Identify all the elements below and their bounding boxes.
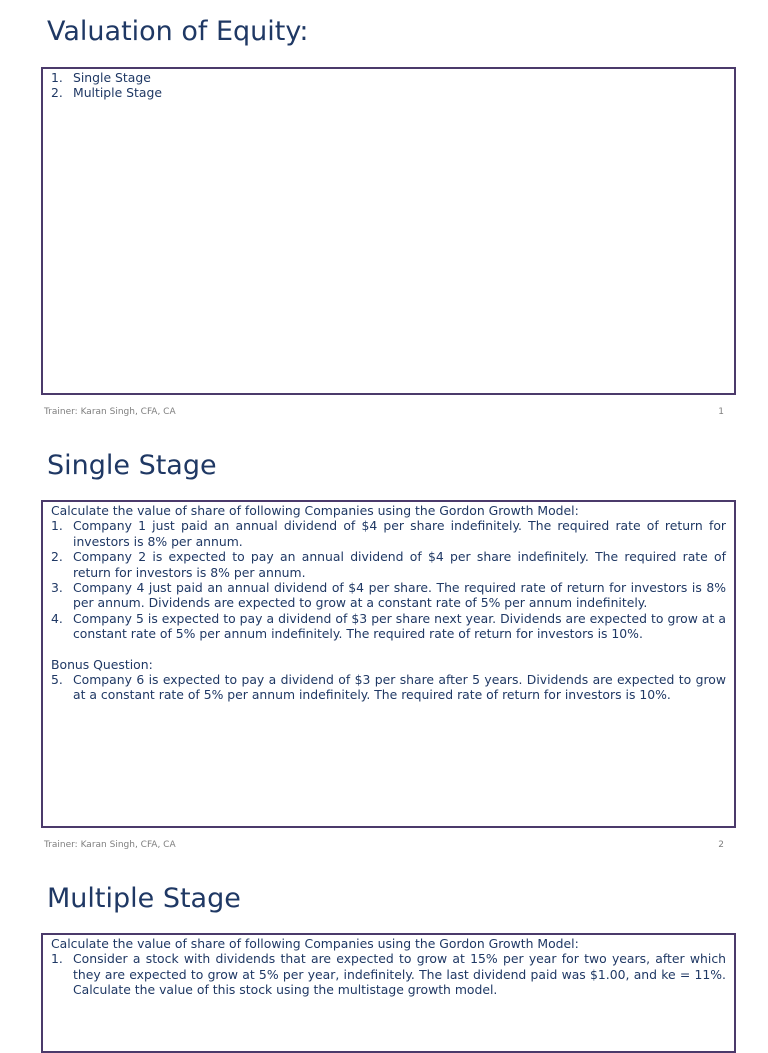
- list-item: [51, 549, 726, 580]
- list-number: 4.: [51, 610, 63, 626]
- item-list: [51, 70, 726, 101]
- list-item: [51, 70, 726, 85]
- intro-text: Calculate the value of share of following Companies using the Gordon Growth Model:: [51, 936, 579, 951]
- list-number: 1.: [51, 70, 63, 85]
- bonus-label: Bonus Question:: [51, 656, 153, 672]
- spacer: [51, 642, 726, 657]
- list-number: 5.: [51, 672, 63, 688]
- footer-trainer: Trainer: Karan Singh, CFA, CA: [44, 840, 176, 850]
- list-item-text: Company 5 is expected to pay a dividend of $3 per share next year. Dividends are expected to grow at a constant rate of 5% per annum indefinitely. The required rate of return for investors is 10%.: [73, 610, 726, 642]
- question-list: [51, 951, 726, 997]
- slide-title: Single Stage: [47, 450, 217, 481]
- content-box: [41, 67, 736, 395]
- list-number: 2.: [51, 85, 63, 101]
- slide-title: Multiple Stage: [47, 883, 241, 914]
- list-item: [51, 672, 726, 703]
- list-item: [51, 85, 726, 100]
- page-number: 2: [718, 840, 724, 850]
- list-item-text: Multiple Stage: [73, 85, 162, 101]
- bonus-list: [51, 672, 726, 703]
- list-item-text: Company 6 is expected to pay a dividend of $3 per share after 5 years. Dividends are expected to grow at a constant rate of 5% per annum indefinitely. The required rate of return for investors is 10%.: [73, 672, 726, 703]
- list-item-text: Single Stage: [73, 70, 151, 85]
- question-list: [51, 518, 726, 641]
- list-number: 1.: [51, 518, 63, 534]
- list-item-text: Company 1 just paid an annual dividend of $4 per share indefinitely. The required rate of return for investors is 8% per annum.: [73, 518, 726, 549]
- slide-title: Valuation of Equity:: [47, 16, 309, 47]
- list-item-text: Consider a stock with dividends that are expected to grow at 15% per year for two years, after which they are expected to grow at 5% per year, indefinitely. The last dividend paid was $1.00, and ke = 11%. Calculate the value of this stock using the multistage growth model.: [73, 951, 726, 998]
- intro-text: Calculate the value of share of following Companies using the Gordon Growth Model:: [51, 503, 579, 518]
- content-box: [41, 500, 736, 828]
- list-item: [51, 518, 726, 549]
- list-number: 3.: [51, 580, 63, 596]
- list-item: [51, 611, 726, 642]
- list-number: 1.: [51, 951, 63, 967]
- page-number: 1: [718, 407, 724, 417]
- list-item: [51, 580, 726, 611]
- list-item: [51, 951, 726, 997]
- content-box: [41, 933, 736, 1053]
- footer-trainer: Trainer: Karan Singh, CFA, CA: [44, 407, 176, 417]
- list-item-text: Company 4 just paid an annual dividend of $4 per share. The required rate of return for investors is 8% per annum. Dividends are expected to grow at a constant rate of 5% per annum indefinitely.: [73, 580, 726, 611]
- list-item-text: Company 2 is expected to pay an annual dividend of $4 per share indefinitely. The required rate of return for investors is 8% per annum.: [73, 549, 726, 580]
- list-number: 2.: [51, 549, 63, 565]
